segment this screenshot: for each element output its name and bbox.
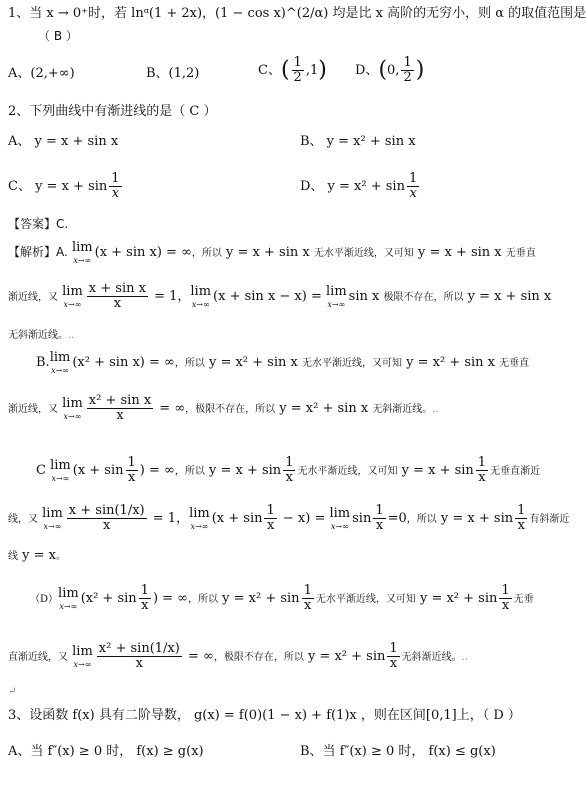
q2-stem: 2、下列曲线中有渐进线的是（ C ） [8,104,217,119]
analysis-b-line1: B. lim x→∞ (x² + sin x) = ∞，所以 y = x² + sin x 无水平渐近线，又可知 y = x² + sin x 无垂直 [36,350,530,375]
q3-stem: 3、设函数 f(x) 具有二阶导数， g(x) = f(0)(1 − x) + f(1)x ，则在区间[0,1]上，（ D ） [8,708,521,723]
analysis-d-line1: （D） lim x→∞ (x² + sin $\frac{1}{x}$ ) = ∞，所以 y = x² + sin $\frac{1}{x}$ 无水平渐近线，又可知 y = x² + sin $\frac{1}{x}$ 无垂 [30,583,534,613]
q1-answer: （ B ） [38,29,78,43]
analysis-c-line2: 线，又 lim x→∞ $\frac{x + \sin(1/x)}{x}$ = 1， lim x→∞ (x + sin $\frac{1}{x}$ − x) = lim x→∞ sin $\frac{1}{x}$ =0，所以 y = x + sin $\frac{1}{x}$ 有斜渐近 [8,503,570,533]
q1-option-d: D、(0, $\frac{1}{2}$ ) [355,55,425,85]
analysis-c-line1: C lim x→∞ (x + sin $\frac{1}{x}$ ) = ∞，所以 y = x + sin $\frac{1}{x}$ 无水平渐近线，又可知 y = x + sin $\frac{1}{x}$ 无垂直渐近 [36,455,541,485]
q1-option-a: A、(2,+∞) [8,66,75,81]
analysis-a-line1: 【解析】A. lim x→∞ (x + sin x) = ∞，所以 y = x + sin x 无水平渐近线，又可知 y = x + sin x 无垂直 [8,240,536,265]
q3-option-b: B、当 f″(x) ≥ 0 时， f(x) ≤ g(x) [300,744,496,759]
q1-option-b: B、(1,2) [146,66,200,81]
q2-option-d: D、 y = x² + sin $\frac{1}{x}$ [300,171,418,201]
q3-option-a: A、当 f″(x) ≥ 0 时， f(x) ≥ g(x) [8,744,204,759]
q2-option-c: C、 y = x + sin $\frac{1}{x}$ [8,171,120,201]
q1-option-c: C、( $\frac{1}{2}$ ,1) [258,55,327,85]
paragraph-mark: ↵ [8,686,17,697]
analysis-c-line3: 线 y = x。 [8,548,66,563]
analysis-a-line2: 渐近线，又 lim x→∞ $\frac{\text{x + sin x}}{x}$ = 1， lim x→∞ (x + sin x − x) = lim x→∞ sin x 极限不存在，所以 y = x + sin x [8,281,552,311]
q2-option-b: B、 y = x² + sin x [300,134,416,149]
q1-stem: 1、当 x → 0⁺时，若 lnᵅ(1 + 2x)，(1 − cos x)^(2/α) 均是比 x 高阶的无穷小，则 α 的取值范围是 [8,6,586,21]
analysis-a-line3: 无斜渐近线。.. [8,330,75,341]
analysis-d-line2: 直渐近线，又 lim x→∞ $\frac{\text{x² + sin(1/x)}}{x}$ = ∞，极限不存在，所以 y = x² + sin $\frac{1}{x}$ 无斜渐近线。.. [8,641,469,671]
q2-option-a: A、 y = x + sin x [8,134,119,149]
analysis-b-line2: 渐近线，又 lim x→∞ $\frac{\text{x² + sin x}}{x}$ = ∞，极限不存在，所以 y = x² + sin x 无斜渐近线。.. [8,393,439,423]
answer-tag: 【答案】C. [8,217,69,231]
